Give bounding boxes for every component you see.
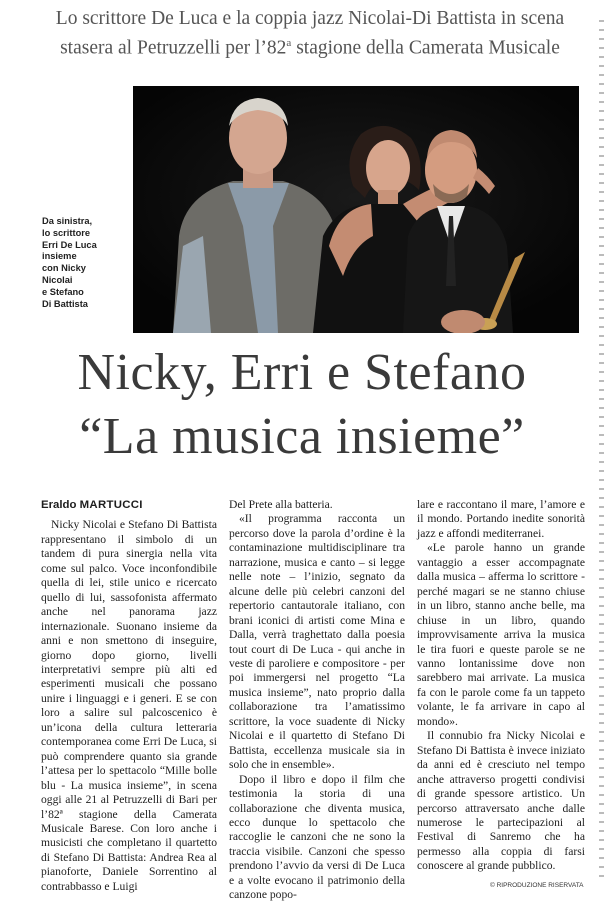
byline-first: Eraldo — [41, 499, 77, 511]
paragraph: lare e raccontano il mare, l’amore e il mondo. Portando inedite sonorità jazz e affondi mediterranei. — [417, 498, 585, 540]
kicker-ordinal: a — [286, 37, 292, 49]
kicker-line-2-pre: stasera al Petruzzelli per l’82 — [60, 37, 287, 59]
kicker-line-2 — [40, 31, 580, 61]
kicker-line-2-post: stagione della Camerata Musicale — [291, 37, 560, 59]
photo — [133, 86, 579, 333]
paragraph: Dopo il libro e dopo il film che testimonia la storia di una collaborazione che diventa musica, ecco dunque lo spettacolo che raccoglie le canzoni che ne sono la traccia visibile. Canzoni che spesso prendono l’avvio da versi di De Luca e a volte evocano il patrimonio della canzone popo- — [229, 772, 405, 902]
byline-last: MARTUCCI — [79, 499, 143, 511]
paragraph: Del Prete alla batteria. — [229, 498, 333, 511]
paragraph: Il connubio fra Nicky Nicolai e Stefano Di Battista è invece iniziato da anni ed è cresciuto nel tempo anche attraverso progetti condivisi di grande spessore artistico. Un percorso attraversato anche dalle numerose le partecipazioni al Festival di Sanremo che ha permesso alla coppia di farsi conoscere al grande pubblico. — [417, 729, 585, 873]
paragraph: «Le parole hanno un grande vantaggio a esser accompagnate dalla musica – afferma lo scrittore - perché magari se ne stanno chiuse in un libro, stanno anche belle, ma chiuse in un libro, quando improvvisamente arriva la musica le tira fuori e queste parole se ne vanno lontanissime dove non sarebbero mai arrivate. La musica fa con le parole come fa un tappeto volante, le fa arrivare in capo al mondo». — [417, 541, 585, 728]
byline — [41, 498, 217, 512]
headline-line-2: “La musica insieme” — [79, 408, 525, 465]
photo-illustration — [133, 86, 579, 333]
caption-line: insieme — [42, 251, 77, 262]
caption-line: lo scrittore — [42, 227, 91, 238]
page-edge-rule — [599, 20, 604, 880]
kicker — [40, 6, 580, 61]
caption-line: Erri De Luca — [42, 239, 97, 250]
kicker-line-1: Lo scrittore De Luca e la coppia jazz Nicolai-Di Battista in scena — [55, 8, 565, 29]
photo-caption — [42, 216, 132, 310]
copyright-notice: © RIPRODUZIONE RISERVATA — [490, 882, 584, 889]
caption-line: Da sinistra, — [42, 216, 93, 226]
article-column-2 — [229, 498, 405, 903]
caption-line: Nicolai — [42, 274, 73, 285]
caption-line: e Stefano — [42, 286, 84, 297]
article-column-1 — [41, 498, 217, 894]
paragraph: Nicky Nicolai e Stefano Di Battista rappresentano il simbolo di un tandem di pura sinergia nella vita come sul palco. Voce inconfondibile quella di lei, stile unico e ricercato quello di lui, sassofonista affermato anche nel panorama jazz internazionale. Suonano insieme da anni e non smettono di inseguire, giorno dopo giorno, livelli interpretativi sempre più alti ed esperimenti musicali che possano unire i linguaggi e i generi. E se con loro a salire sul palcoscenico è un’icona della cultura letteraria contemporanea come Erri De Luca, si può comprendere quanto sia grande l’attesa per lo spettacolo “Mille bolle blu - La musica insieme”, in scena oggi alle 21 al Petruzzelli di Bari per l’82ª stagione della Camerata Musicale Barese. Con loro anche i musicisti che completano il quartetto di Stefano Di Battista: Andrea Rea al pianoforte, Daniele Sorrentino al contrabbasso e Luigi — [41, 518, 217, 893]
article-column-3 — [417, 498, 585, 874]
headline-line-1: Nicky, Erri e Stefano — [77, 344, 527, 401]
paragraph: «Il programma racconta un percorso dove la parola d’ordine è la contaminazione multidisciplinare tra narrazione, musica e canto – si legge nelle note – l’inizio, segnato da alcune delle più celebri canzoni del repertorio cantautorale italiano, con brani iconici di artisti come Mina e Dalla, verrà traghettato dalla poesia tout court di De Luca - qui anche in veste di paroliere e compositore - per poi immergersi nel progetto “La musica insieme”, nato proprio dalla collaborazione tra l’amatissimo scrittore, la voce suadente di Nicky Nicolai e il quartetto di Stefano Di Battista, eccellenza musicale sia in solo che in ensemble». — [229, 512, 405, 772]
caption-line: Di Battista — [42, 298, 88, 309]
caption-line: con Nicky — [42, 263, 86, 274]
